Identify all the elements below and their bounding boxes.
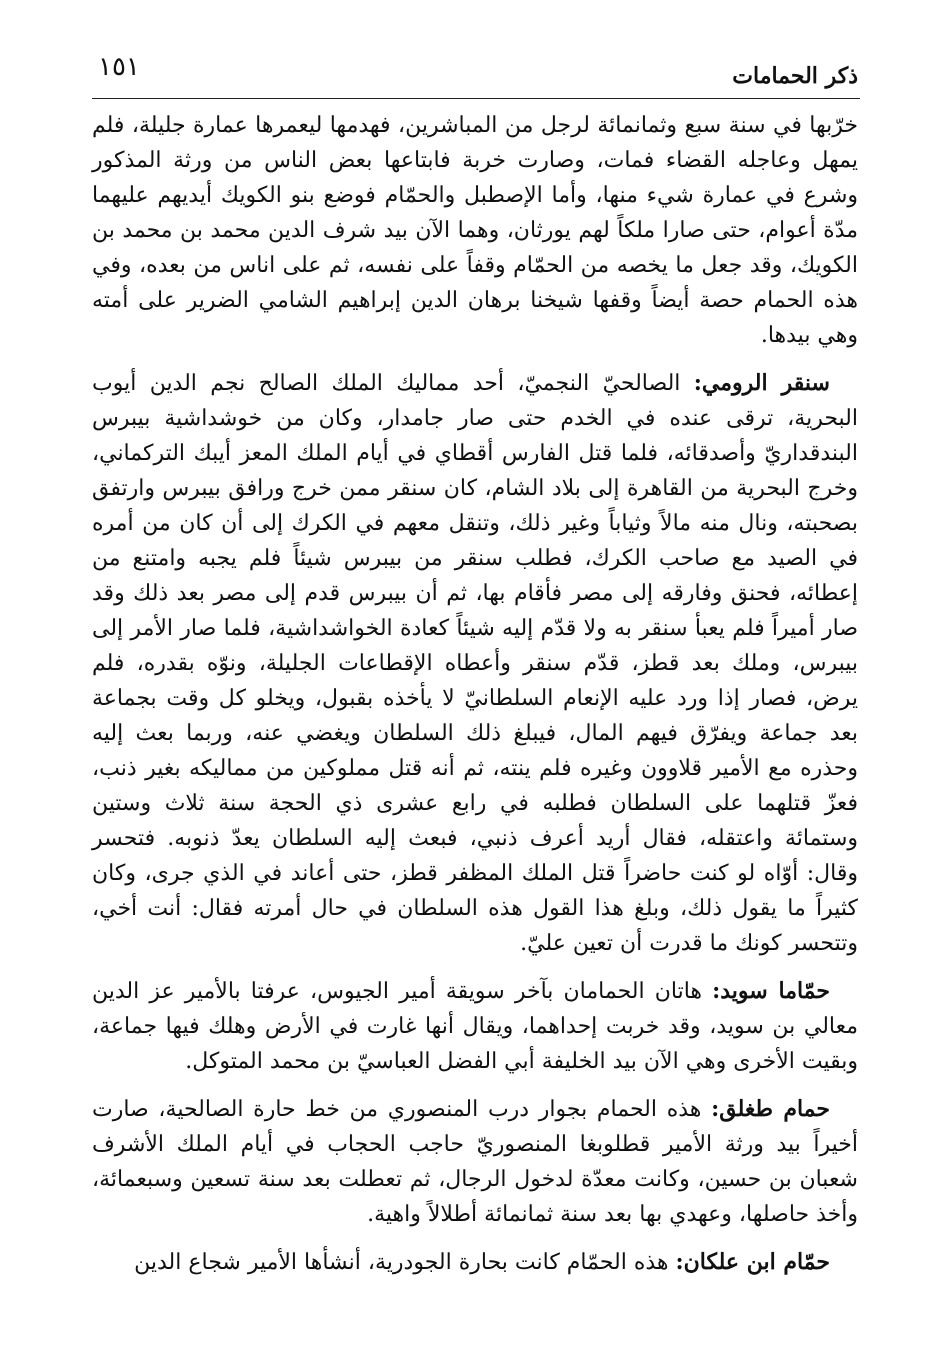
entry-heading: حمام طغلق: bbox=[711, 1096, 830, 1122]
running-head bbox=[90, 50, 858, 98]
paragraph-text: هذه الحمّام كانت بحارة الجودرية، أنشأها الأمير شجاع الدين bbox=[134, 1250, 676, 1275]
paragraph-hammam-tughluq bbox=[92, 1092, 858, 1232]
body-text bbox=[92, 108, 858, 1280]
paragraph-text: خرّبها في سنة سبع وثمانمائة لرجل من المباشرين، فهدمها ليعمرها عمارة جليلة، فلم يمهل وعاجله القضاء فمات، وصارت خربة فابتاعها بعض الناس من ورثة المذكور وشرع في عمارة شيء منها، وأما الإصطبل والحمّام فوضع بنو الكويك أيديهم عليهما مدّة أعوام، حتى صارا ملكاً لهم يورثان، وهما الآن بيد شرف الدين محمد بن محمد بن الكويك، وقد جعل ما يخصه من الحمّام وقفاً على نفسه، ثم على اناس من بعده، وفي هذه الحمام حصة أيضاً وقفها شيخنا برهان الدين إبراهيم الشامي الضرير على أمته وهي بيدها. bbox=[92, 113, 858, 348]
paragraph-text: هاتان الحمامان بآخر سويقة أمير الجيوس، عرفتا بالأمير عز الدين معالي بن سويد، وقد خربت إحداهما، ويقال أنها غارت في الأرض وهلك فيها جماعة، وبقيت الأخرى وهي الآن بيد الخليفة أبي الفضل العباسيّ بن محمد المتوكل. bbox=[92, 979, 858, 1074]
paragraph-sonqur-al-rumi bbox=[92, 366, 858, 961]
entry-heading: سنقر الرومي: bbox=[693, 370, 830, 396]
entry-heading: حمّام ابن علكان: bbox=[675, 1249, 830, 1275]
entry-heading: حمّاما سويد: bbox=[712, 978, 831, 1004]
paragraph-hammam-ibn-alkan bbox=[92, 1245, 858, 1280]
header-divider bbox=[92, 98, 860, 99]
paragraph-text: هذه الحمام بجوار درب المنصوري من خط حارة الصالحية، صارت أخيراً بيد ورثة الأمير قطلوبغا المنصوريّ حاجب الحجاب في أيام الملك الأشرف شعبان بن حسين، وكانت معدّة لدخول الرجال، ثم تعطلت بعد سنة تسعين وسبعمائة، وأخذ حاصلها، وعهدي بها بعد سنة ثمانمائة أطلالاً واهية. bbox=[92, 1097, 858, 1227]
paragraph-text: الصالحيّ النجميّ، أحد مماليك الملك الصالح نجم الدين أيوب البحرية، ترقى عنده في الخدم حتى صار جامدار، وكان من خوشداشية بيبرس البندقداريّ وأصدقائه، فلما قتل الفارس أقطاي في أيام الملك المعز أيبك التركماني، وخرج البحرية من القاهرة إلى بلاد الشام، كان سنقر ممن خرج ورافق بيبرس وارتفق بصحبته، ونال منه مالاً وثياباً وغير ذلك، وتنقل معهم في الكرك إلى أن كان من أمره في الصيد مع صاحب الكرك، فطلب سنقر من بيبرس شيئاً فلم يجبه وامتنع من إعطائه، فحنق وفارقه إلى مصر فأقام بها، ثم أن بيبرس قدم إلى مصر بعد ذلك وقد صار أميراً فلم يعبأ سنقر به ولا قدّم إليه شيئاً كعادة الخواشداشية، فلما صار الأمر إلى بيبرس، وملك بعد قطز، قدّم سنقر وأعطاه الإقطاعات الجليلة، ونوّه بقدره، فلم يرض، فصار إذا ورد عليه الإنعام السلطانيّ لا يأخذه بقبول، ويخلو كل وقت بجماعة بعد جماعة ويفرّق فيهم المال، فيبلغ ذلك السلطان ويغضي عنه، وربما بعث إليه وحذره مع الأمير قلاوون وغيره فلم ينته، ثم أنه قتل مملوكين من مماليكه بغير ذنب، فعزّ قتلهما على السلطان فطلبه في رابع عشرى ذي الحجة سنة ثلاث وستين وستمائة واعتقله، فقال أريد أعرف ذنبي، فبعث إليه السلطان يعدّ ذنوبه. فتحسر وقال: أوّاه لو كنت حاضراً قتل الملك المظفر قطز، حتى أعاند في الذي جرى، وكان كثيراً ما يقول ذلك، وبلغ هذا القول هذه السلطان في حال أمرته فقال: أنت أخي، وتتحسر كونك ما قدرت أن تعين عليّ. bbox=[92, 371, 858, 956]
page-number: ١٥١ bbox=[98, 52, 140, 82]
paragraph-hammama-suwayd bbox=[92, 974, 858, 1079]
paragraph-continuation bbox=[92, 108, 858, 353]
section-title: ذكر الحمامات bbox=[732, 63, 858, 89]
